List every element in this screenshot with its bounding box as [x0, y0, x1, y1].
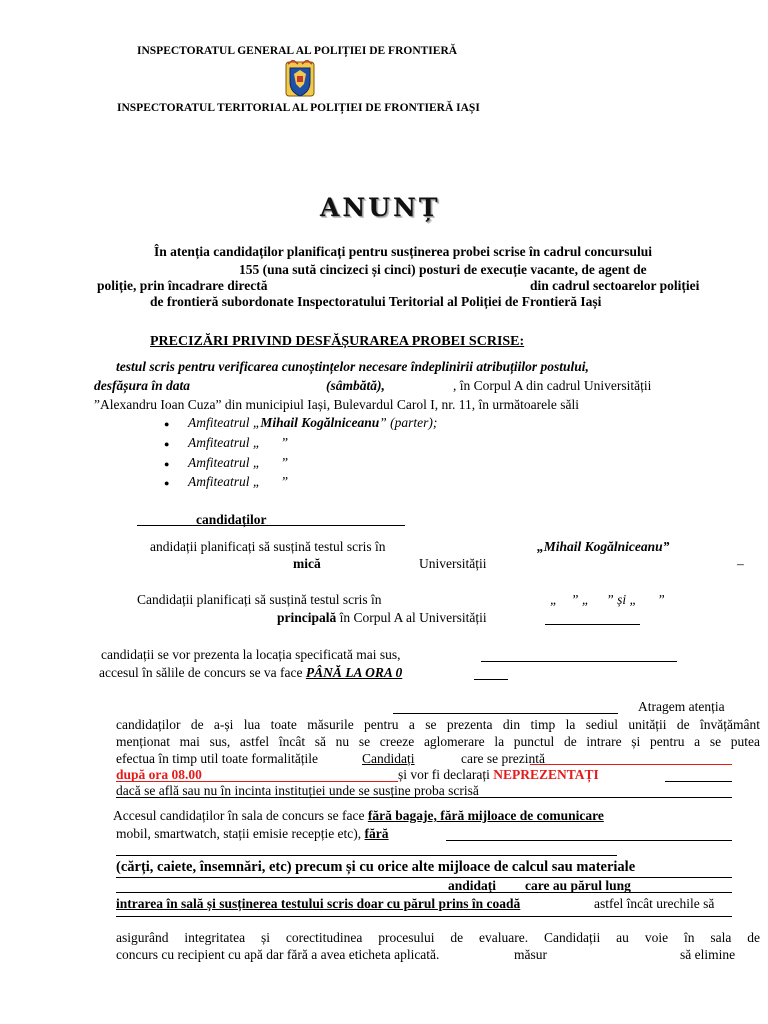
attention-line-2: candidaților de a-și lua toate măsurile pentru a se prezenta din timp la sediul unității de învățământ [116, 717, 760, 732]
exam-line-2b: (sâmbătă), [326, 378, 385, 393]
access-line-6: asigurând integritatea și corectitudinea procesului de evaluare. Candidații au voie în sala de [116, 930, 760, 945]
arrival-line-1: candidații se vor prezenta la locația specificată mai sus, [101, 647, 401, 662]
room-item-1: ● Amfiteatrul „Mihail Kogălniceanu” (parter); [188, 414, 437, 432]
org-general-title: INSPECTORATUL GENERAL AL POLIȚIEI DE FRONTIERĂ [137, 45, 458, 57]
access-underline-3 [116, 877, 732, 878]
access-underline-2 [116, 855, 617, 856]
candidates-p1e: – [737, 556, 744, 571]
access-line-7c: să elimine [680, 947, 736, 962]
candidates-p2-underline [545, 624, 640, 625]
access-line-1: Accesul candidaților în sala de concurs se face fără bagaje, fără mijloace de comunicare [113, 808, 604, 823]
candidates-label: candidaților [196, 512, 267, 527]
exam-line-3: ”Alexandru Ioan Cuza” din municipiul Iași, Bulevardul Carol I, nr. 11, în următoarele săli [94, 397, 579, 412]
candidates-p1d: Universității [419, 556, 487, 571]
access-underline-6 [116, 916, 732, 917]
candidates-p1c: mică [293, 556, 321, 571]
arrival-underline-2 [474, 679, 508, 680]
intro-line-3a: poliție, prin încadrare directă [97, 278, 268, 293]
exam-line-2c: , în Corpul A din cadrul Universității [453, 378, 652, 393]
access-line-2: mobil, smartwatch, stații emisie recepție etc), fără [116, 826, 389, 841]
attention-line-4c: care se prezintă [461, 751, 545, 766]
candidates-p1a: andidații planificați să susțină testul scris în [150, 539, 386, 554]
candidates-p2a: Candidații planificați să susțină testul scris în [137, 592, 382, 607]
candidates-p1b: „Mihail Kogălniceanu” [537, 539, 670, 554]
access-line-7b: măsur [514, 947, 547, 962]
access-line-7a: concurs cu recipient cu apă dar fără a avea eticheta aplicată. [116, 947, 440, 962]
page-title: ANUNȚ [320, 193, 441, 222]
arrival-line-2: accesul în sălile de concurs se va face PÂNĂ LA ORA 0 [99, 665, 403, 680]
coat-of-arms-icon [282, 60, 318, 100]
access-line-3: (cărți, caiete, însemnări, etc) precum și cu orice alte mijloace de calcul sau materiale [116, 859, 636, 875]
org-territorial-title: INSPECTORATUL TERITORIAL AL POLIȚIEI DE FRONTIERĂ IAȘI [117, 102, 480, 114]
candidates-p2c-line: principală în Corpul A al Universității [277, 610, 487, 625]
attention-line-5a: după ora 08.00 [116, 767, 202, 782]
candidates-underline [137, 525, 405, 526]
access-line-5b: astfel încât urechile să [594, 896, 715, 911]
attention-line-6: dacă se află sau nu în incinta instituției unde se susține proba scrisă [116, 783, 479, 798]
access-line-4b: care au părul lung [525, 878, 631, 893]
access-line-4a: andidați [448, 878, 497, 893]
attention-line-5b-group: și vor fi declarați NEPREZENTAȚI [398, 767, 599, 782]
attention-red-underline-1 [530, 764, 732, 765]
access-line-5a: intrarea în sală și susținerea testului scris doar cu părul prins în coadă [116, 896, 521, 911]
candidates-p2b: „ ” „ ” și „ ” [550, 592, 665, 607]
attention-line-4b: Candidați [362, 751, 415, 766]
attention-underline-2 [665, 781, 732, 782]
room-item-4: ● Amfiteatrul „ ” [188, 473, 288, 491]
access-underline-1 [446, 840, 732, 841]
intro-line-1: În atenția candidaților planificați pentru susținerea probei scrise în cadrul concursului [154, 244, 653, 259]
attention-underline [393, 713, 618, 714]
room-item-3: ● Amfiteatrul „ ” [188, 454, 288, 472]
attention-line-3: menționat mai sus, astfel încât să nu se creeze aglomerare la punctul de intrare și pentru a se putea [116, 734, 760, 749]
intro-line-2: 155 (una sută cincizeci și cinci) posturi de execuție vacante, de agent de [239, 262, 647, 277]
room-item-2: ● Amfiteatrul „ ” [188, 434, 288, 452]
intro-line-3b: din cadrul sectoarelor poliției [530, 278, 700, 293]
attention-underline-3 [116, 797, 732, 798]
exam-line-2a: desfășura în data [94, 378, 191, 393]
attention-line-4a: efectua în timp util toate formalitățile [116, 751, 319, 766]
intro-line-4: de frontieră subordonate Inspectoratului Teritorial al Poliției de Frontieră Iași [150, 294, 602, 309]
arrival-underline-1 [481, 661, 677, 662]
access-underline-5 [434, 892, 732, 893]
attention-line-1: Atragem atenția [638, 699, 725, 714]
exam-line-1: testul scris pentru verificarea cunoștințelor necesare îndeplinirii atribuțiilor postului, [116, 359, 589, 374]
access-underline-4 [116, 892, 434, 893]
section-heading: PRECIZĂRI PRIVIND DESFĂȘURAREA PROBEI SCRISE: [150, 334, 525, 349]
